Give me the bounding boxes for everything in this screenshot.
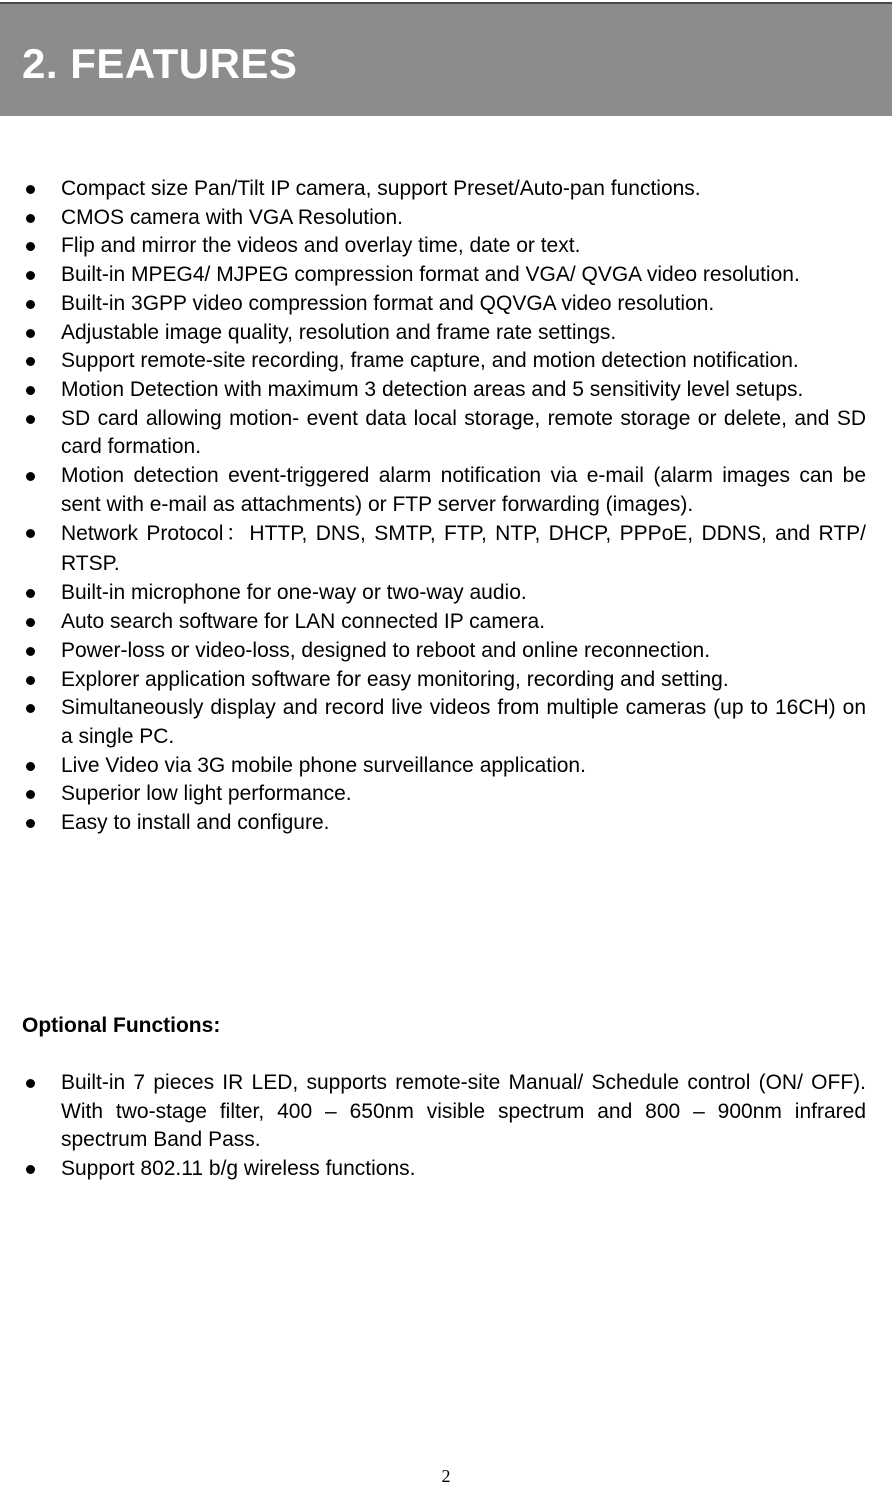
bullet-icon [26, 819, 35, 828]
list-item [0, 290, 892, 319]
bullet-icon [26, 762, 35, 771]
bullet-icon [26, 472, 35, 481]
list-item [0, 1069, 892, 1155]
bullet-icon [26, 386, 35, 395]
feature-text: Flip and mirror the videos and overlay time, date or text. [61, 234, 581, 258]
list-item [0, 204, 892, 233]
list-item [0, 376, 892, 405]
bullet-icon [26, 618, 35, 627]
feature-text: Built-in 3GPP video compression format and QQVGA video resolution. [61, 291, 715, 315]
bullet-icon [26, 647, 35, 656]
bullet-icon [26, 357, 35, 366]
feature-text: Built-in microphone for one-way or two-way audio. [61, 581, 527, 605]
list-item [0, 261, 892, 290]
feature-text: Network Protocol：HTTP, DNS, SMTP, FTP, NTP, DHCP, PPPoE, DDNS, and RTP/ RTSP. [61, 522, 866, 576]
feature-text: Adjustable image quality, resolution and frame rate settings. [61, 320, 617, 344]
list-item [0, 809, 892, 838]
list-item [0, 462, 892, 519]
feature-text: Auto search software for LAN connected IP camera. [61, 610, 546, 634]
list-item [0, 579, 892, 608]
bullet-icon [26, 300, 35, 309]
optional-text: Support 802.11 b/g wireless functions. [61, 1157, 416, 1181]
bullet-icon [26, 214, 35, 223]
list-item [0, 780, 892, 809]
feature-text: Live Video via 3G mobile phone surveillance application. [61, 753, 586, 777]
list-item [0, 752, 892, 781]
page-number: 2 [441, 1466, 451, 1486]
list-item [0, 175, 892, 204]
bullet-icon [26, 271, 35, 280]
bullet-icon [26, 415, 35, 424]
feature-text: CMOS camera with VGA Resolution. [61, 205, 403, 229]
list-item [0, 694, 892, 751]
bullet-icon [26, 790, 35, 799]
optional-text: Built-in 7 pieces IR LED, supports remote-site Manual/ Schedule control (ON/ OFF). With two-stage filter, 400 – 650nm visible spectrum and 800 – 900nm infrared spectrum Band Pass. [61, 1071, 866, 1152]
bullet-icon [26, 185, 35, 194]
feature-text: Motion detection event-triggered alarm notification via e-mail (alarm images can be sent with e-mail as attachments) or FTP server forwarding (images). [61, 464, 866, 516]
list-item [0, 405, 892, 462]
bullet-icon [26, 529, 35, 538]
list-item [0, 319, 892, 348]
bullet-icon [26, 329, 35, 338]
list-item [0, 519, 892, 579]
bullet-icon [26, 242, 35, 251]
feature-text: Support remote-site recording, frame capture, and motion detection notification. [61, 349, 799, 373]
feature-text: Simultaneously display and record live videos from multiple cameras (up to 16CH) on a single PC. [61, 696, 866, 748]
list-item [0, 637, 892, 666]
feature-text: Superior low light performance. [61, 782, 352, 806]
features-list [0, 175, 892, 838]
bullet-icon [26, 1165, 35, 1174]
list-item [0, 232, 892, 261]
optional-functions-heading: Optional Functions: [22, 1014, 221, 1037]
list-item [0, 608, 892, 637]
feature-text: SD card allowing motion- event data local storage, remote storage or delete, and SD card formation. [61, 406, 866, 459]
feature-text: Motion Detection with maximum 3 detection areas and 5 sensitivity level setups. [61, 377, 804, 401]
feature-text: Easy to install and configure. [61, 811, 330, 835]
feature-text: Compact size Pan/Tilt IP camera, support Preset/Auto-pan functions. [61, 177, 701, 200]
list-item [0, 347, 892, 376]
optional-functions-list [0, 1069, 892, 1184]
list-item [0, 666, 892, 695]
feature-text: Explorer application software for easy monitoring, recording and setting. [61, 667, 729, 691]
bullet-icon [26, 589, 35, 598]
header-band [0, 2, 892, 116]
feature-text: Power-loss or video-loss, designed to reboot and online reconnection. [61, 638, 711, 662]
page-title: 2. FEATURES [22, 40, 298, 87]
feature-text: Built-in MPEG4/ MJPEG compression format and VGA/ QVGA video resolution. [61, 263, 800, 287]
bullet-icon [26, 676, 35, 685]
bullet-icon [26, 704, 35, 713]
bullet-icon [26, 1079, 35, 1088]
list-item [0, 1155, 892, 1184]
